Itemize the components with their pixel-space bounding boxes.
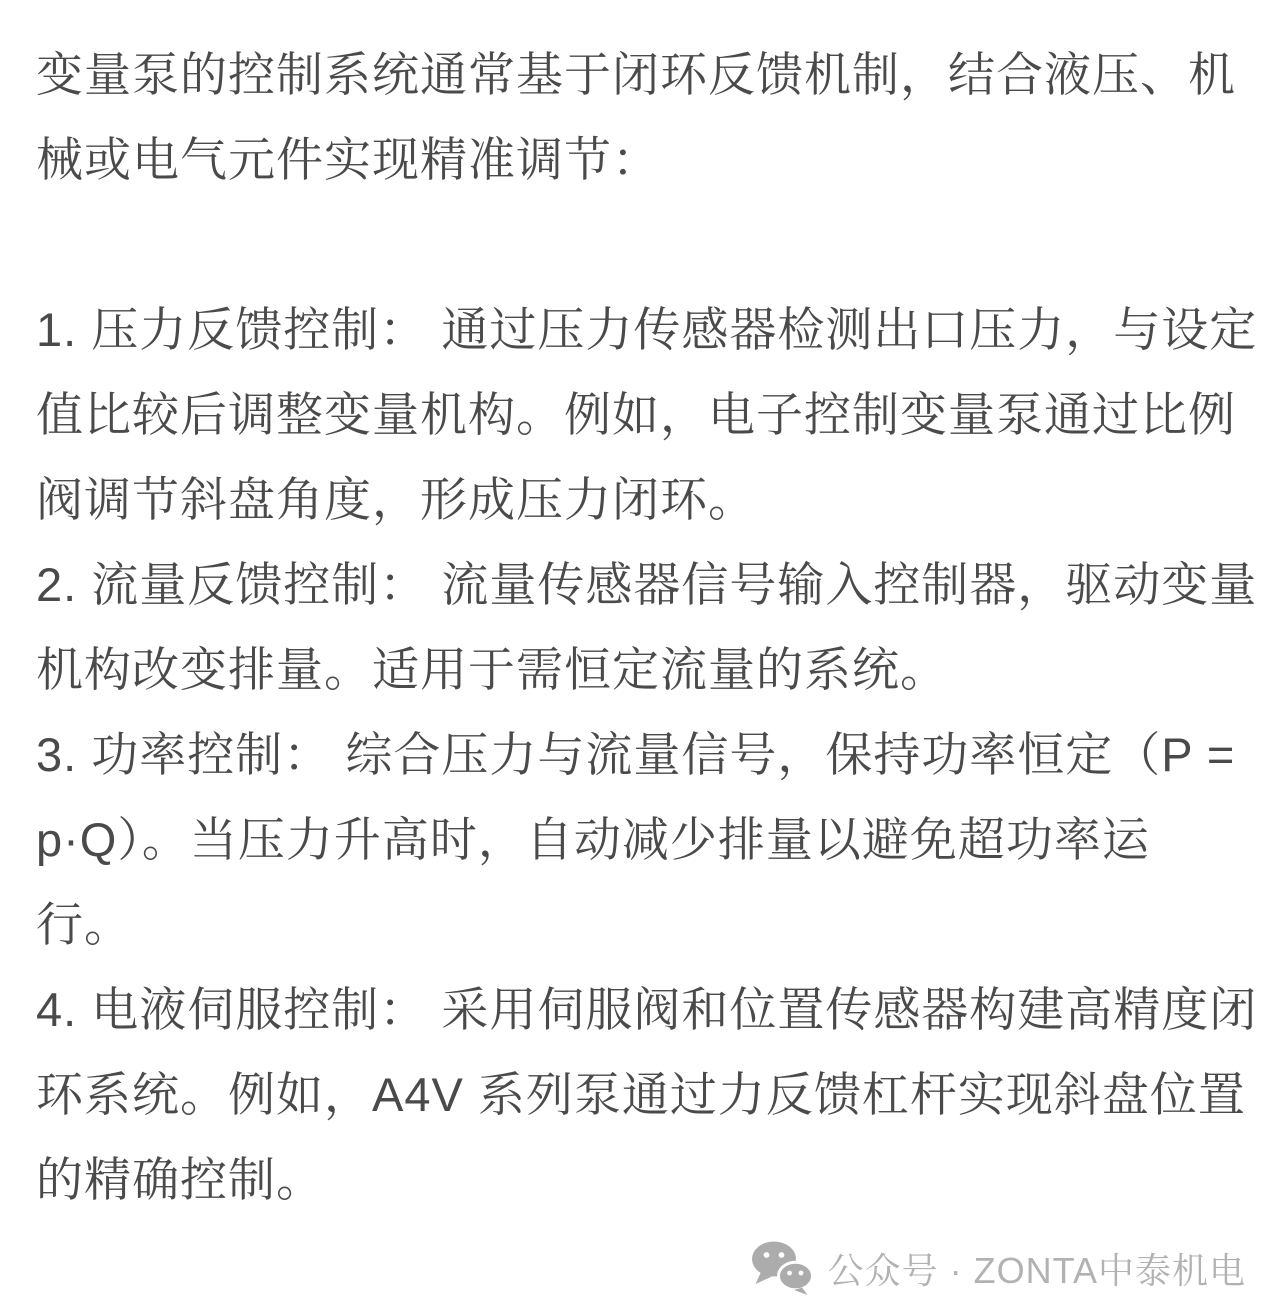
servo-control-paragraph: [36, 967, 1258, 1222]
text-line: 环系统。例如，A4V 系列泵通过力反馈杠杆实现斜盘位置: [36, 1068, 1246, 1121]
power-control-paragraph: [36, 712, 1246, 967]
text-line: 4. 电液伺服控制： 采用伺服阀和位置传感器构建高精度闭: [36, 983, 1258, 1036]
text-line: 2. 流量反馈控制： 流量传感器信号输入控制器，驱动变量: [36, 558, 1258, 611]
watermark-text: 公众号 · ZONTA中泰机电: [827, 1249, 1246, 1291]
intro-paragraph: [36, 32, 1246, 202]
text-line: 值比较后调整变量机构。例如，电子控制变量泵通过比例: [36, 388, 1236, 441]
text-line: 阀调节斜盘角度，形成压力闭环。: [36, 473, 756, 526]
text-line: 械或电气元件实现精准调节：: [36, 133, 660, 186]
text-line: 机构改变排量。适用于需恒定流量的系统。: [36, 643, 948, 696]
text-line: 的精确控制。: [36, 1153, 324, 1206]
watermark: [0, 1238, 1280, 1298]
pressure-feedback-paragraph: [36, 287, 1258, 542]
flow-feedback-paragraph: [36, 542, 1258, 712]
text-line: 3. 功率控制： 综合压力与流量信号，保持功率恒定（P =: [36, 728, 1236, 781]
text-line: 变量泵的控制系统通常基于闭环反馈机制，结合液压、机: [36, 48, 1236, 101]
text-line: 1. 压力反馈控制： 通过压力传感器检测出口压力，与设定: [36, 303, 1258, 356]
wechat-icon: [750, 1240, 814, 1296]
text-line: p·Q）。当压力升高时，自动减少排量以避免超功率运: [36, 813, 1150, 866]
text-line: 行。: [36, 898, 132, 951]
